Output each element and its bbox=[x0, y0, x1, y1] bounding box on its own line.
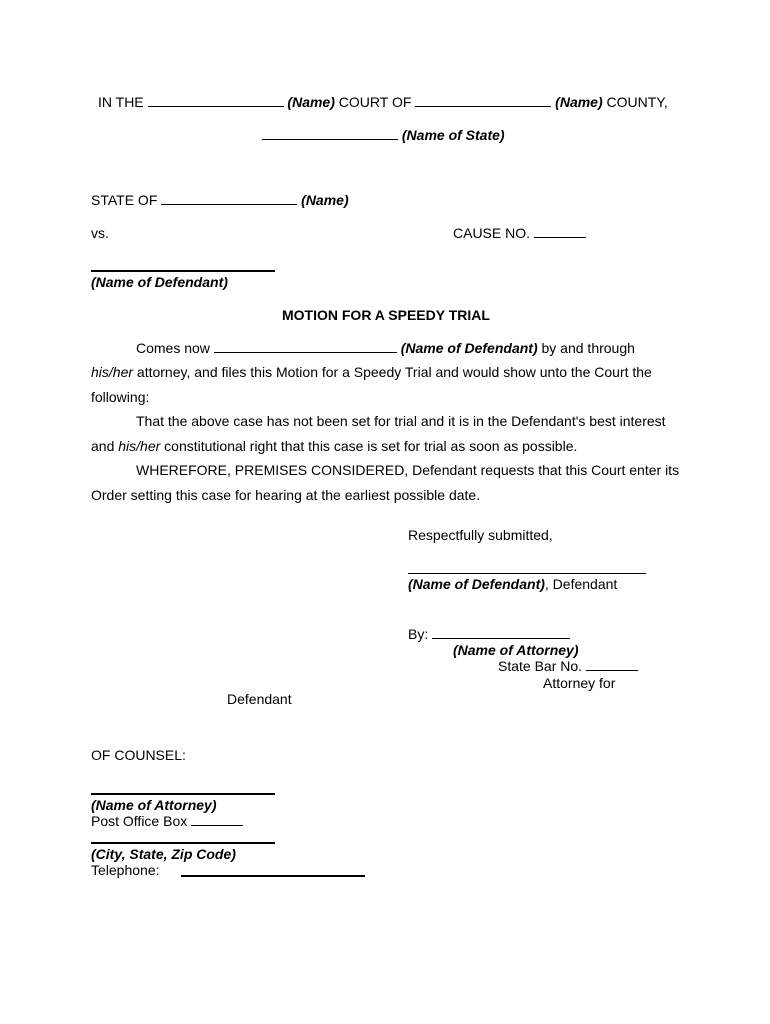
body-para3-line2: Order setting this case for hearing at the earliest possible date. bbox=[91, 487, 481, 503]
court-name-blank[interactable] bbox=[148, 93, 284, 107]
body-para3-line1: WHEREFORE, PREMISES CONSIDERED, Defendant requests that this Court enter its bbox=[136, 462, 680, 478]
court-heading bbox=[98, 93, 668, 111]
court-name-placeholder: (Name) bbox=[287, 94, 335, 110]
body-line-3: following: bbox=[91, 389, 150, 405]
po-box-line bbox=[91, 812, 243, 830]
telephone-label: Telephone: bbox=[91, 862, 160, 878]
cause-no-text: CAUSE NO. bbox=[453, 225, 531, 241]
respectfully-submitted: Respectfully submitted, bbox=[408, 527, 553, 543]
plaintiff-state-blank[interactable] bbox=[161, 191, 297, 205]
attorney-name-label: (Name of Attorney) bbox=[453, 642, 579, 658]
city-state-zip-label: (City, State, Zip Code) bbox=[91, 846, 236, 862]
body-line-2 bbox=[91, 363, 652, 381]
state-name-blank[interactable] bbox=[262, 126, 398, 140]
document-title: MOTION FOR A SPEEDY TRIAL bbox=[282, 307, 490, 323]
po-box-text: Post Office Box bbox=[91, 813, 188, 829]
state-of-line bbox=[91, 191, 349, 209]
county-name-blank[interactable] bbox=[415, 93, 551, 107]
po-box-blank[interactable] bbox=[191, 812, 243, 826]
cause-no-blank[interactable] bbox=[534, 224, 586, 238]
state-bar-line bbox=[498, 657, 638, 675]
his-her-text-1: his/her bbox=[91, 364, 134, 380]
defendant-signature-label bbox=[408, 575, 617, 593]
body-para2-line1: That the above case has not been set for trial and it is in the Defendant's best interest bbox=[136, 413, 666, 429]
defendant-label: (Name of Defendant) bbox=[91, 274, 228, 290]
by-and-through-text: by and through bbox=[541, 340, 635, 356]
and-text: and bbox=[91, 438, 115, 454]
state-of-text: STATE OF bbox=[91, 192, 158, 208]
body-line-2-rest: attorney, and files this Motion for a Speedy Trial and would show unto the Court the bbox=[136, 364, 652, 380]
counsel-attorney-line[interactable] bbox=[91, 793, 275, 795]
of-counsel-label: OF COUNSEL: bbox=[91, 747, 186, 763]
counsel-attorney-name: (Name of Attorney) bbox=[91, 797, 217, 813]
in-the-text: IN THE bbox=[98, 94, 144, 110]
county-name-placeholder: (Name) bbox=[555, 94, 603, 110]
defendant-signature-line[interactable] bbox=[408, 573, 646, 574]
court-of-text: COURT OF bbox=[338, 94, 412, 110]
body-line-1 bbox=[136, 339, 635, 357]
defendant-name-line[interactable] bbox=[91, 270, 275, 272]
defendant-signature-suffix: , Defendant bbox=[544, 576, 618, 592]
comes-now-defendant-blank[interactable] bbox=[214, 339, 397, 353]
county-text: COUNTY, bbox=[606, 94, 668, 110]
comes-now-defendant-placeholder: (Name of Defendant) bbox=[400, 340, 538, 356]
city-state-zip-line[interactable] bbox=[91, 842, 275, 844]
by-text: By: bbox=[408, 626, 429, 642]
defendant-signature-name: (Name of Defendant) bbox=[408, 576, 545, 592]
attorney-signature-blank[interactable] bbox=[432, 625, 570, 639]
state-heading bbox=[262, 126, 505, 144]
attorney-for-text: Attorney for bbox=[543, 675, 616, 691]
state-bar-blank[interactable] bbox=[586, 657, 638, 671]
comes-now-text: Comes now bbox=[136, 340, 210, 356]
body-para2-line2 bbox=[91, 437, 577, 455]
body-para2-line2-rest: constitutional right that this case is set for trial as soon as possible. bbox=[164, 438, 578, 454]
state-bar-text: State Bar No. bbox=[498, 658, 583, 674]
vs-text: vs. bbox=[91, 225, 109, 241]
telephone-line[interactable] bbox=[181, 875, 365, 877]
state-name-placeholder: (Name of State) bbox=[401, 127, 505, 143]
plaintiff-state-placeholder: (Name) bbox=[301, 192, 349, 208]
defendant-word: Defendant bbox=[227, 691, 292, 707]
his-her-text-2: his/her bbox=[118, 438, 161, 454]
cause-no-line bbox=[453, 224, 586, 242]
